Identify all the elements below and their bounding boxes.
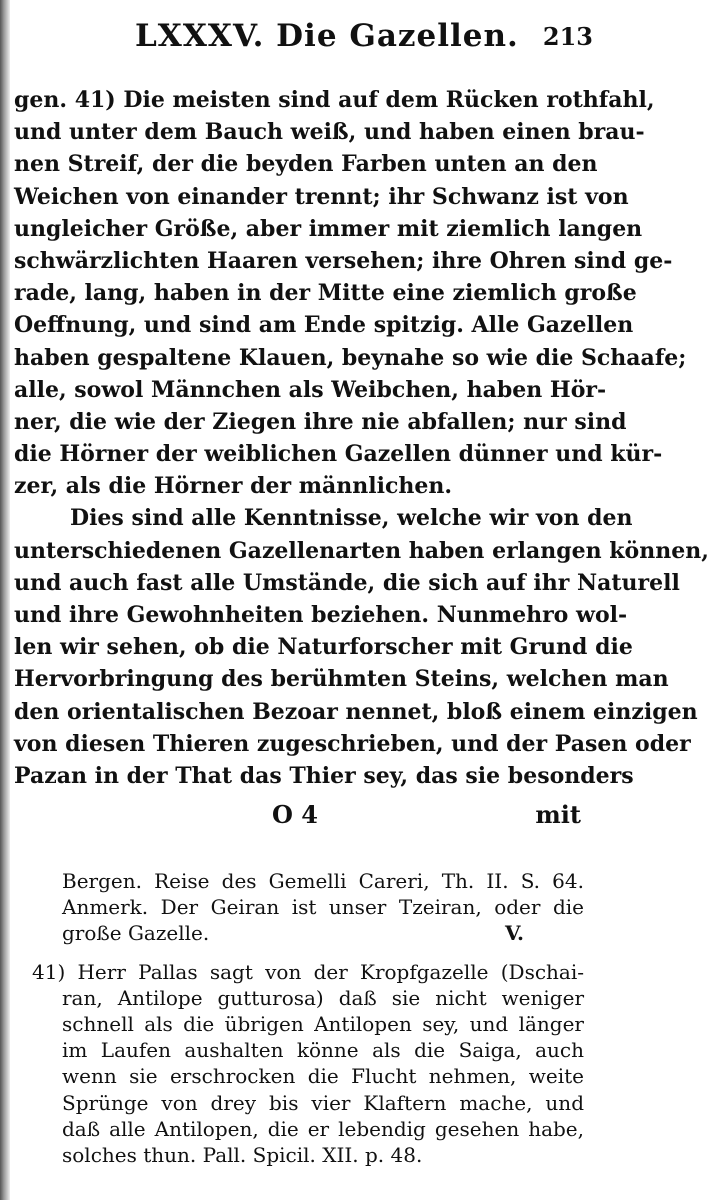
main-text	[14, 84, 709, 792]
footnote-41-line: 41) Herr Pallas sagt von der Kropfgazelle (Dschai-	[32, 959, 584, 984]
text-line: len wir sehen, ob die Naturforscher mit Grund die	[14, 634, 633, 661]
text-line: Pazan in der That das Thier sey, das sie besonders	[14, 762, 634, 789]
text-line: zer, als die Hörner der männlichen.	[14, 473, 453, 500]
catchword: mit	[535, 800, 581, 829]
running-head	[0, 18, 607, 58]
footnote-line: ran, Antilope gutturosa) daß sie nicht weniger	[62, 985, 584, 1010]
footnote-line: solches thun. Pall. Spicil. XII. p. 48.	[62, 1142, 423, 1167]
text-line: Weichen von einander trennt; ihr Schwanz ist von	[14, 183, 629, 210]
footnote-line: daß alle Antilopen, die er lebendig gesehen habe,	[62, 1116, 584, 1141]
binding-gutter-shadow	[0, 0, 10, 1200]
paragraph-start-line: Dies sind alle Kenntnisse, welche wir von den	[70, 505, 633, 532]
text-line: unterschiedenen Gazellenarten haben erlangen können,	[14, 537, 709, 564]
footnote-line: Anmerk. Der Geiran ist unser Tzeiran, oder die	[62, 895, 584, 920]
text-line: haben gespaltene Klauen, beynahe so wie die Schaafe;	[14, 344, 687, 371]
text-line: und ihre Gewohnheiten beziehen. Nunmehro wol-	[14, 602, 628, 628]
text-line: ner, die wie der Ziegen ihre nie abfallen; nur sind	[14, 408, 627, 435]
printer-signature: O 4	[272, 800, 318, 829]
text-line: ungleicher Größe, aber immer mit ziemlich langen	[14, 215, 643, 242]
footnotes	[18, 868, 584, 1168]
text-line: von diesen Thieren zugeschrieben, und der Pasen oder	[14, 730, 691, 757]
footnote-line: wenn sie erschrocken die Flucht nehmen, weite	[62, 1064, 584, 1089]
text-line: Oeffnung, und sind am Ende spitzig. Alle Gazellen	[14, 312, 634, 339]
footnote-text: große Gazelle.	[62, 921, 210, 946]
text-line: rade, lang, haben in der Mitte eine ziemlich große	[14, 280, 637, 307]
chapter-heading: LXXXV. Die Gazellen.	[135, 18, 519, 54]
text-line: den orientalischen Bezoar nennet, bloß einem einzigen	[14, 698, 698, 725]
text-line: nen Streif, der die beyden Farben unten an den	[14, 151, 598, 178]
footnote-line: Bergen. Reise des Gemelli Careri, Th. II. S. 64.	[62, 869, 584, 893]
footnote-line: im Laufen aushalten könne als die Saiga, auch	[62, 1038, 584, 1063]
page-number: 213	[542, 22, 593, 51]
footnote-line: Sprünge von drey bis vier Klaftern mache, und	[62, 1090, 584, 1115]
text-line: alle, sowol Männchen als Weibchen, haben Hör-	[14, 376, 607, 403]
signature-line	[0, 800, 607, 834]
footnote-line	[18, 920, 584, 946]
footnote-line: schnell als die übrigen Antilopen sey, und länger	[62, 1011, 584, 1036]
footnote-author-mark: V.	[505, 921, 524, 946]
text-line: und auch fast alle Umstände, die sich auf ihr Naturell	[14, 569, 680, 596]
text-line: Hervorbringung des berühmten Steins, welchen man	[14, 666, 669, 693]
text-line: die Hörner der weiblichen Gazellen dünner und kür-	[14, 441, 663, 468]
footnote-gap	[18, 947, 584, 959]
text-line: und unter dem Bauch weiß, und haben einen brau-	[14, 119, 645, 146]
text-line: schwärzlichten Haaren versehen; ihre Ohren sind ge-	[14, 247, 673, 274]
text-line: gen. 41) Die meisten sind auf dem Rücken rothfahl,	[14, 87, 655, 113]
